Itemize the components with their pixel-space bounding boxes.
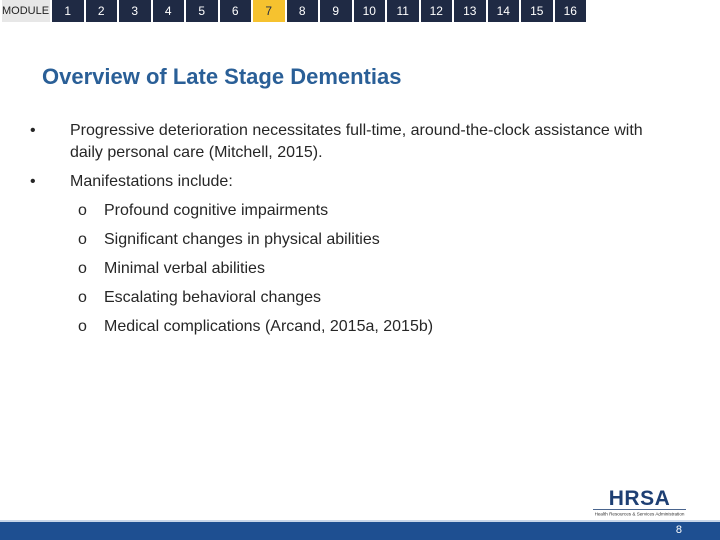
module-navigation (0, 0, 720, 22)
slide-title: Overview of Late Stage Dementias (42, 64, 402, 89)
module-tab-15[interactable]: 15 (521, 0, 553, 22)
sub-bullet-text: Escalating behavioral changes (104, 289, 322, 306)
bullet-item (28, 120, 678, 164)
sub-bullet-text: Profound cognitive impairments (104, 202, 329, 219)
module-tab-13[interactable]: 13 (454, 0, 486, 22)
module-tab-11[interactable]: 11 (387, 0, 419, 22)
bullet-item (28, 171, 678, 338)
module-tab-3[interactable]: 3 (119, 0, 151, 22)
module-tab-10[interactable]: 10 (354, 0, 386, 22)
bullet-text: Progressive deterioration necessitates full-time, around-the-clock assistance with daily personal care (Mitchell, 2015). (70, 122, 643, 161)
bullet-list (28, 120, 678, 338)
sub-bullet-marker: o (78, 318, 87, 335)
sub-bullet-marker: o (78, 289, 87, 306)
bullet-text: Manifestations include: (70, 173, 233, 190)
sub-bullet-marker: o (78, 231, 87, 248)
module-tab-8[interactable]: 8 (287, 0, 319, 22)
bullet-marker: • (30, 122, 36, 139)
module-tab-5[interactable]: 5 (186, 0, 218, 22)
module-tab-6[interactable]: 6 (220, 0, 252, 22)
module-label: MODULE (2, 0, 50, 22)
module-tab-9[interactable]: 9 (320, 0, 352, 22)
module-tab-7[interactable]: 7 (253, 0, 285, 22)
module-tab-16[interactable]: 16 (555, 0, 587, 22)
sub-bullet-text: Minimal verbal abilities (104, 260, 265, 277)
sub-bullet-text: Medical complications (Arcand, 2015a, 2015b) (104, 318, 434, 335)
module-tab-2[interactable]: 2 (86, 0, 118, 22)
sub-bullet-list (70, 200, 678, 338)
sub-bullet-text: Significant changes in physical abilities (104, 231, 380, 248)
page-number: 8 (675, 524, 682, 536)
sub-bullet-item (70, 316, 678, 338)
module-tab-14[interactable]: 14 (488, 0, 520, 22)
slide-content (28, 120, 678, 345)
module-tab-1[interactable]: 1 (52, 0, 84, 22)
footer-stripe (0, 520, 720, 522)
module-tab-12[interactable]: 12 (421, 0, 453, 22)
logo-wordmark: HRSA (608, 487, 671, 510)
sub-bullet-item (70, 229, 678, 251)
logo-subtext: Health Resources & Services Administration (594, 511, 685, 517)
bullet-marker: • (30, 173, 36, 190)
sub-bullet-marker: o (78, 260, 87, 277)
sub-bullet-item (70, 258, 678, 280)
module-tabs (50, 0, 586, 22)
footer-bar (0, 520, 720, 540)
sub-bullet-item (70, 287, 678, 309)
sub-bullet-item (70, 200, 678, 222)
sub-bullet-marker: o (78, 202, 87, 219)
module-tab-4[interactable]: 4 (153, 0, 185, 22)
hrsa-logo (591, 487, 688, 517)
